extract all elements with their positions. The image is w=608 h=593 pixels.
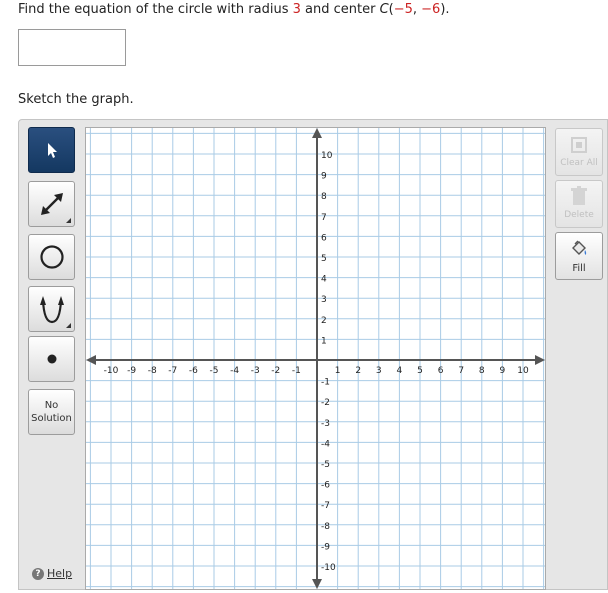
x-tick-label: -3 <box>250 366 260 376</box>
clear-all-label: Clear All <box>560 158 598 168</box>
line-tool-button[interactable] <box>28 181 75 227</box>
paint-bucket-icon <box>569 239 589 259</box>
x-tick-label: -6 <box>188 366 198 376</box>
equation-answer-input[interactable] <box>18 29 126 66</box>
y-tick-label: 9 <box>321 171 327 182</box>
question-text <box>18 2 450 17</box>
no-solution-label <box>31 399 72 425</box>
y-tick-label: -2 <box>321 398 330 409</box>
x-tick-label: 4 <box>396 366 403 376</box>
arrow-cursor-icon <box>42 140 62 160</box>
y-tick-label: 6 <box>321 233 327 244</box>
question-part: , <box>412 2 422 17</box>
graph-canvas[interactable] <box>86 128 545 589</box>
circle-icon <box>37 242 67 272</box>
x-tick-label: 9 <box>499 366 506 376</box>
x-tick-label: 7 <box>458 366 465 376</box>
x-tick-label: -4 <box>230 366 240 376</box>
fill-button[interactable] <box>555 232 603 280</box>
question-part: ). <box>440 2 450 17</box>
y-tick-label: -1 <box>321 377 330 388</box>
y-tick-label: 10 <box>321 151 333 161</box>
y-tick-label: -3 <box>321 418 330 429</box>
question-part: ( <box>388 2 394 17</box>
question-part: Find the equation of the circle with radius <box>18 2 293 17</box>
y-tick-label: -6 <box>321 480 330 491</box>
dropdown-corner-icon <box>66 218 71 223</box>
fill-label: Fill <box>572 263 586 274</box>
no-solution-button[interactable] <box>28 389 75 435</box>
x-axis-left-arrow-icon <box>86 355 96 365</box>
x-tick-label: 8 <box>478 366 485 376</box>
y-tick-label: 4 <box>321 274 327 285</box>
help-link[interactable] <box>32 567 72 580</box>
y-tick-label: 8 <box>321 192 327 203</box>
center-label: C <box>379 2 389 17</box>
y-tick-label: -9 <box>321 542 330 553</box>
y-tick-label: 7 <box>321 212 327 223</box>
no-solution-line: No <box>44 400 59 411</box>
y-tick-label: -8 <box>321 521 330 532</box>
x-tick-label: -10 <box>103 366 119 376</box>
y-tick-label: -4 <box>321 439 330 450</box>
y-tick-label: -10 <box>321 563 336 573</box>
trash-icon <box>570 186 588 206</box>
parabola-icon <box>35 292 69 326</box>
delete-label: Delete <box>564 210 594 220</box>
x-tick-label: 3 <box>375 366 382 376</box>
center-x-value: −5 <box>393 2 413 17</box>
dropdown-corner-icon <box>66 323 71 328</box>
x-tick-label: -1 <box>291 366 301 376</box>
help-label: Help <box>47 567 73 580</box>
y-tick-label: -7 <box>321 501 330 512</box>
clear-all-icon <box>570 136 588 154</box>
double-arrow-line-icon <box>37 189 67 219</box>
y-axis-bottom-arrow-icon <box>312 579 322 589</box>
question-part: and center <box>300 2 380 17</box>
coordinate-graph[interactable] <box>85 127 546 590</box>
y-tick-label: -5 <box>321 460 330 470</box>
x-tick-label: 6 <box>437 366 444 376</box>
y-tick-label: 5 <box>321 254 327 264</box>
point-tool-button[interactable] <box>28 336 75 382</box>
pointer-tool-button[interactable] <box>28 127 75 173</box>
x-tick-label: -5 <box>209 366 219 376</box>
x-tick-label: 1 <box>334 366 341 376</box>
center-y-value: −6 <box>421 2 441 17</box>
x-tick-label: 5 <box>417 366 423 376</box>
x-tick-label: -9 <box>127 366 137 376</box>
x-tick-label: 10 <box>517 366 529 376</box>
sketch-prompt: Sketch the graph. <box>18 92 134 107</box>
question-mark-icon: ? <box>32 568 44 580</box>
radius-value: 3 <box>292 2 301 17</box>
x-tick-label: 2 <box>355 366 362 376</box>
parabola-tool-button[interactable] <box>28 286 75 332</box>
delete-button <box>555 180 603 228</box>
no-solution-line: Solution <box>31 413 72 424</box>
y-tick-label: 2 <box>321 315 327 326</box>
clear-all-button <box>555 128 603 176</box>
x-tick-label: -2 <box>271 366 281 376</box>
y-tick-label: 3 <box>321 295 327 306</box>
point-icon <box>45 352 59 366</box>
x-tick-label: -7 <box>168 366 178 376</box>
circle-tool-button[interactable] <box>28 234 75 280</box>
y-tick-label: 1 <box>321 336 327 347</box>
x-tick-label: -8 <box>147 366 157 376</box>
